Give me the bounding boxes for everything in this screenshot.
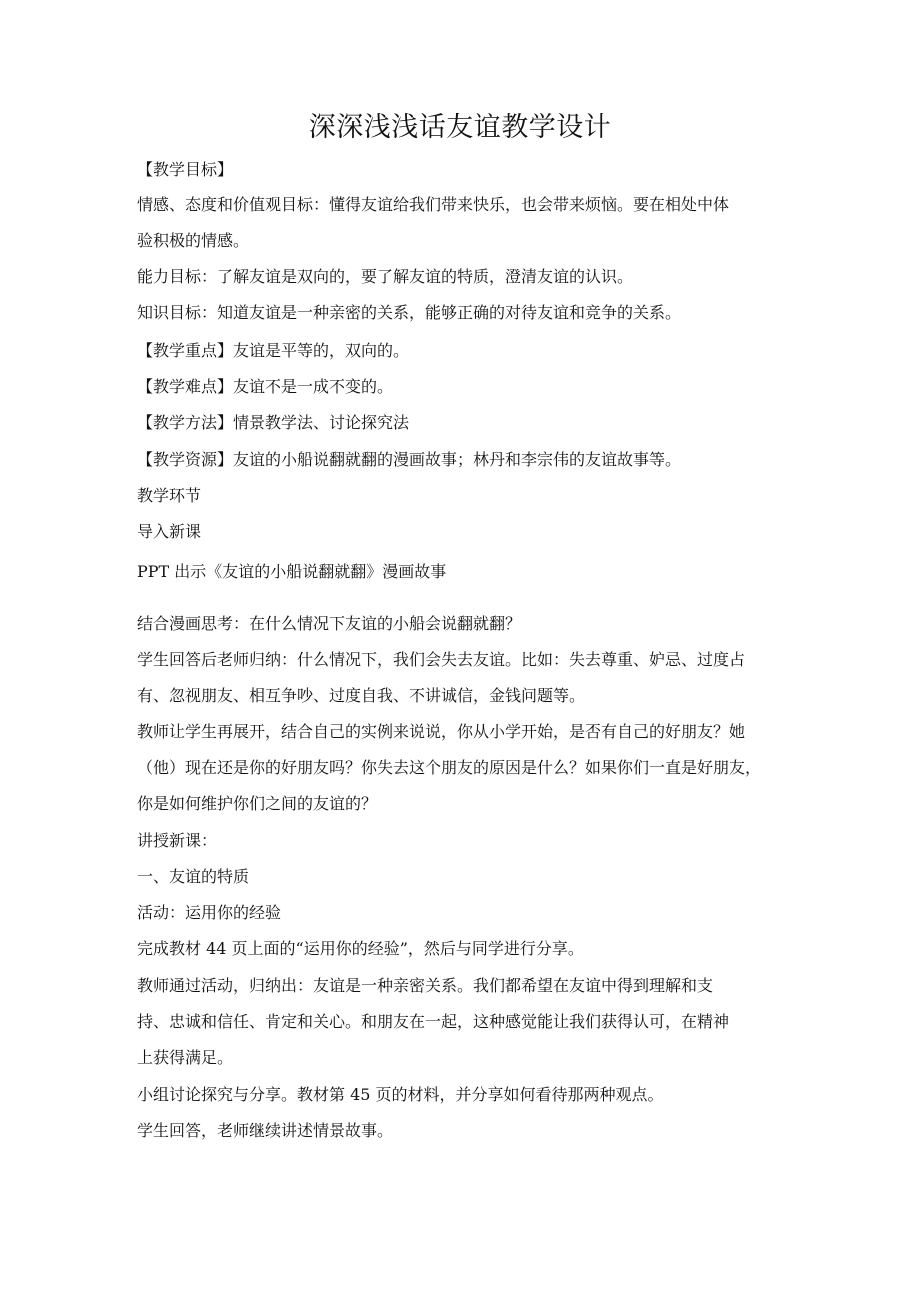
paragraph-line: 【教学重点】友谊是平等的，双向的。 <box>137 341 410 360</box>
paragraph-line: 情感、态度和价值观目标：懂得友谊给我们带来快乐，也会带来烦恼。要在相处中体 <box>137 195 730 214</box>
paragraph-line: 教师让学生再展开，结合自己的实例来说说，你从小学开始，是否有自己的好朋友？她 <box>137 722 746 741</box>
paragraph-line: 你是如何维护你们之间的友谊的？ <box>137 794 378 813</box>
paragraph-line: 学生回答后老师归纳：什么情况下，我们会失去友谊。比如：失去尊重、妒忌、过度占 <box>137 650 746 669</box>
paragraph-line: 知识目标：知道友谊是一种亲密的关系，能够正确的对待友谊和竞争的关系。 <box>137 303 682 322</box>
paragraph-line: 持、忠诚和信任、肯定和关心。和朋友在一起，这种感觉能让我们获得认可，在精神 <box>137 1012 730 1031</box>
paragraph-line: 能力目标：了解友谊是双向的，要了解友谊的特质，澄清友谊的认识。 <box>137 267 634 286</box>
paragraph-line: 结合漫画思考：在什么情况下友谊的小船会说翻就翻？ <box>137 614 522 633</box>
paragraph-line: 【教学资源】友谊的小船说翻就翻的漫画故事；林丹和李宗伟的友谊故事等。 <box>137 450 682 469</box>
paragraph-line: 上获得满足。 <box>137 1048 234 1067</box>
paragraph-line: 【教学难点】友谊不是一成不变的。 <box>137 377 394 396</box>
section-heading: 导入新课 <box>137 522 202 541</box>
section-heading: 一、友谊的特质 <box>137 867 250 886</box>
paragraph-line: 小组讨论探究与分享。教材第 45 页的材料，并分享如何看待那两种观点。 <box>137 1085 664 1104</box>
paragraph-line: 验积极的情感。 <box>137 231 250 250</box>
paragraph-line: PPT 出示《友谊的小船说翻就翻》漫画故事 <box>137 562 447 581</box>
paragraph-line: 活动：运用你的经验 <box>137 903 282 922</box>
section-heading: 教学环节 <box>137 486 202 505</box>
paragraph-line: 有、忽视朋友、相互争吵、过度自我、不讲诚信，金钱问题等。 <box>137 686 586 705</box>
paragraph-line: 学生回答，老师继续讲述情景故事。 <box>137 1121 394 1140</box>
paragraph-line: 完成教材 44 页上面的“运用你的经验”，然后与同学进行分享。 <box>137 939 584 958</box>
paragraph-line: 【教学方法】情景教学法、讨论探究法 <box>137 413 410 432</box>
paragraph-line: 教师通过活动，归纳出：友谊是一种亲密关系。我们都希望在友谊中得到理解和支 <box>137 976 714 995</box>
section-heading: 讲授新课： <box>137 831 218 850</box>
document-title: 深深浅浅话友谊教学设计 <box>308 112 612 143</box>
paragraph-line: （他）现在还是你的好朋友吗？你失去这个朋友的原因是什么？如果你们一直是好朋友， <box>137 758 762 777</box>
heading-teaching-goals: 【教学目标】 <box>137 160 234 179</box>
